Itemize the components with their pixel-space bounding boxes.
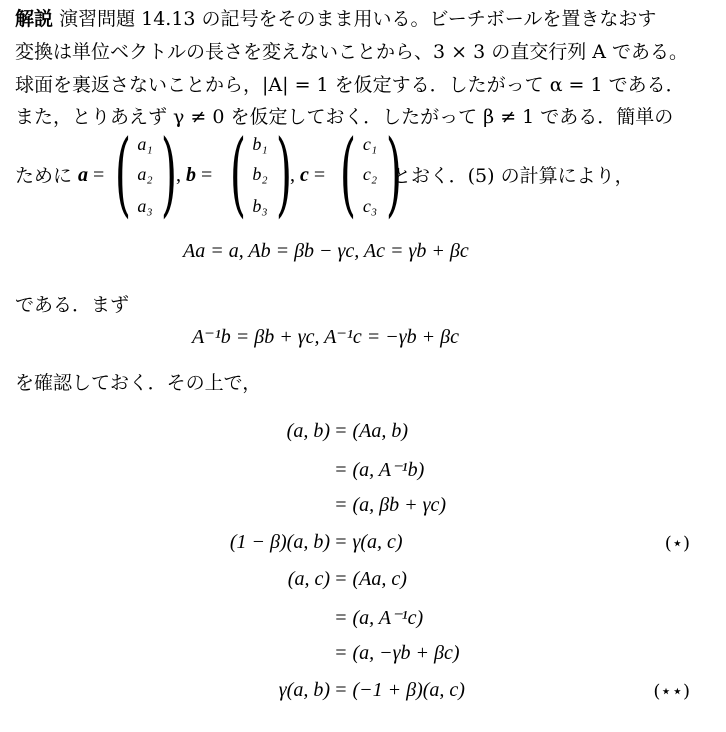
solution-label: 解説 — [15, 8, 54, 30]
vec-b-label: , b = — [176, 164, 213, 186]
intro-text: 演習問題 14.13 の記号をそのまま用いる。ビーチボールを置きなおす — [59, 8, 657, 30]
align-row-7-rhs: = (a, −γb + βc) — [334, 642, 460, 664]
paragraph-line-4: また，とりあえず γ ≠ 0 を仮定しておく．したがって β ≠ 1 である．簡単の — [15, 106, 674, 128]
vector-c-entry-1: c₁ — [362, 134, 378, 154]
align-row-6-rhs: = (a, A⁻¹c) — [334, 607, 424, 629]
align-row-8-rhs: = (−1 + β)(a, c) — [334, 679, 465, 701]
paragraph-line-1 — [15, 6, 656, 32]
align-row-4-tag: (⋆) — [664, 533, 690, 554]
align-row-3-rhs: = (a, βb + γc) — [334, 494, 447, 516]
align-row-4-lhs: (1 − β)(a, b) — [229, 531, 330, 553]
text-kakunin: を確認しておく．その上で， — [15, 372, 262, 394]
align-row-1-rhs: = (Aa, b) — [334, 420, 409, 442]
vector-b-entry-2: b₂ — [252, 164, 268, 184]
vec-c-label: , c = — [290, 164, 326, 186]
align-row-8-lhs: γ(a, b) — [278, 679, 330, 701]
paragraph-line-5-suffix: とおく．(5) の計算により， — [392, 165, 634, 187]
vector-b-entry-3: b₃ — [252, 196, 268, 216]
align-row-4-rhs: = γ(a, c) — [334, 531, 403, 553]
paragraph-line-5-prefix: ために — [15, 165, 73, 187]
display-equation-1: Aa = a, Ab = βb − γc, Ac = γb + βc — [183, 240, 469, 262]
vector-b-entry-1: b₁ — [252, 134, 268, 154]
vector-c-entry-3: c₃ — [362, 196, 378, 216]
vector-a-entry-1: a₁ — [137, 134, 153, 154]
align-row-8-tag: (⋆⋆) — [653, 681, 690, 702]
display-equation-2: A⁻¹b = βb + γc, A⁻¹c = −γb + βc — [192, 326, 459, 348]
align-row-5-lhs: (a, c) — [287, 568, 330, 590]
align-row-5-rhs: = (Aa, c) — [334, 568, 407, 590]
vector-b-matrix: ( b₁ b₂ b₃ ) — [229, 120, 293, 227]
vector-a-entry-3: a₃ — [137, 196, 153, 216]
text-mazu: である．まず — [15, 294, 130, 316]
vector-a-matrix: ( a₁ a₂ a₃ ) — [114, 120, 178, 227]
align-row-1-lhs: (a, b) — [286, 420, 330, 442]
vector-c-matrix: ( c₁ c₂ c₃ ) — [339, 120, 403, 227]
vec-a-label: a = — [78, 164, 105, 186]
vector-c-entry-2: c₂ — [362, 164, 378, 184]
paragraph-line-2: 変換は単位ベクトルの長さを変えないことから、3 × 3 の直交行列 A である。 — [15, 41, 689, 63]
vector-a-entry-2: a₂ — [137, 164, 153, 184]
align-row-2-rhs: = (a, A⁻¹b) — [334, 459, 425, 481]
paragraph-line-3: 球面を裏返さないことから，|A| = 1 を仮定する．したがって α = 1 である． — [15, 74, 685, 96]
